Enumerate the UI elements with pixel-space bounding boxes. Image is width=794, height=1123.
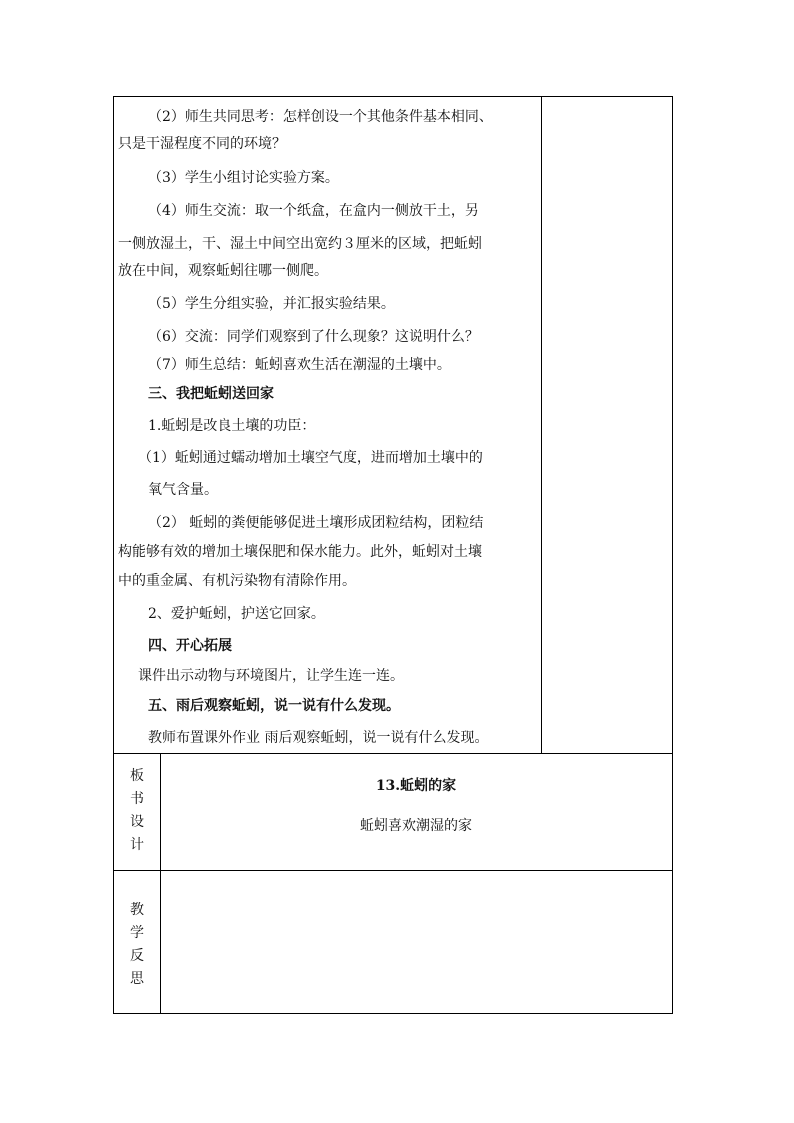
reflection-label-char: 学	[130, 925, 144, 941]
lesson-line: 一侧放湿土，干、湿土中间空出宽约３厘米的区域，把蚯蚓	[118, 236, 482, 252]
lesson-line: （2） 蚯蚓的粪便能够促进土壤形成团粒结构，团粒结	[148, 515, 484, 531]
lesson-line: 构能够有效的增加土壤保肥和保水能力。此外，蚯蚓对土壤	[118, 544, 482, 560]
lesson-line: （5）学生分组实验，并汇报实验结果。	[148, 296, 395, 312]
lesson-line: 教师布置课外作业 雨后观察蚯蚓，说一说有什么发现。	[148, 730, 489, 746]
lesson-line: （6）交流：同学们观察到了什么现象？这说明什么？	[148, 329, 479, 345]
col-divider-top	[541, 97, 542, 753]
reflection-label-char: 教	[130, 902, 144, 918]
board-design-label	[114, 765, 160, 857]
lesson-line: 放在中间，观察蚯蚓往哪一侧爬。	[118, 263, 328, 279]
reflection-label-char: 思	[130, 971, 144, 987]
lesson-plan-table	[113, 96, 673, 1014]
lesson-line: 氧气含量。	[148, 482, 218, 498]
lesson-line: （1）蚯蚓通过蠕动增加土壤空气度，进而增加土壤中的	[138, 450, 483, 466]
board-label-char: 板	[130, 768, 144, 784]
board-label-char: 设	[130, 814, 144, 830]
reflection-label-char: 反	[130, 948, 144, 964]
lesson-line: （7）师生总结：蚯蚓喜欢生活在潮湿的土壤中。	[148, 357, 451, 373]
lesson-line: （3）学生小组讨论实验方案。	[148, 170, 339, 186]
board-text: 蚯蚓喜欢潮湿的家	[360, 818, 472, 834]
lesson-line: （2）师生共同思考：怎样创设一个其他条件基本相同、	[148, 109, 493, 125]
lesson-line: 三、我把蚯蚓送回家	[148, 386, 274, 402]
reflection-content[interactable]	[161, 871, 672, 1013]
lesson-line: 课件出示动物与环境图片，让学生连一连。	[138, 668, 404, 684]
reflection-label	[114, 899, 160, 991]
lesson-line: （4）师生交流：取一个纸盒，在盒内一侧放干土，另	[148, 203, 479, 219]
board-label-char: 计	[130, 837, 144, 853]
lesson-line: 四、开心拓展	[148, 638, 232, 654]
board-label-char: 书	[130, 791, 144, 807]
lesson-line: 只是干湿程度不同的环境？	[118, 136, 286, 152]
board-title: 13.蚯蚓的家	[375, 778, 457, 794]
lesson-line: 1.蚯蚓是改良土壤的功臣：	[148, 418, 316, 434]
row-divider-1	[114, 753, 672, 754]
lesson-line: 五、雨后观察蚯蚓，说一说有什么发现。	[148, 698, 400, 714]
lesson-line: 中的重金属、有机污染物有清除作用。	[118, 573, 356, 589]
lesson-line: 2、爱护蚯蚓，护送它回家。	[148, 606, 325, 622]
